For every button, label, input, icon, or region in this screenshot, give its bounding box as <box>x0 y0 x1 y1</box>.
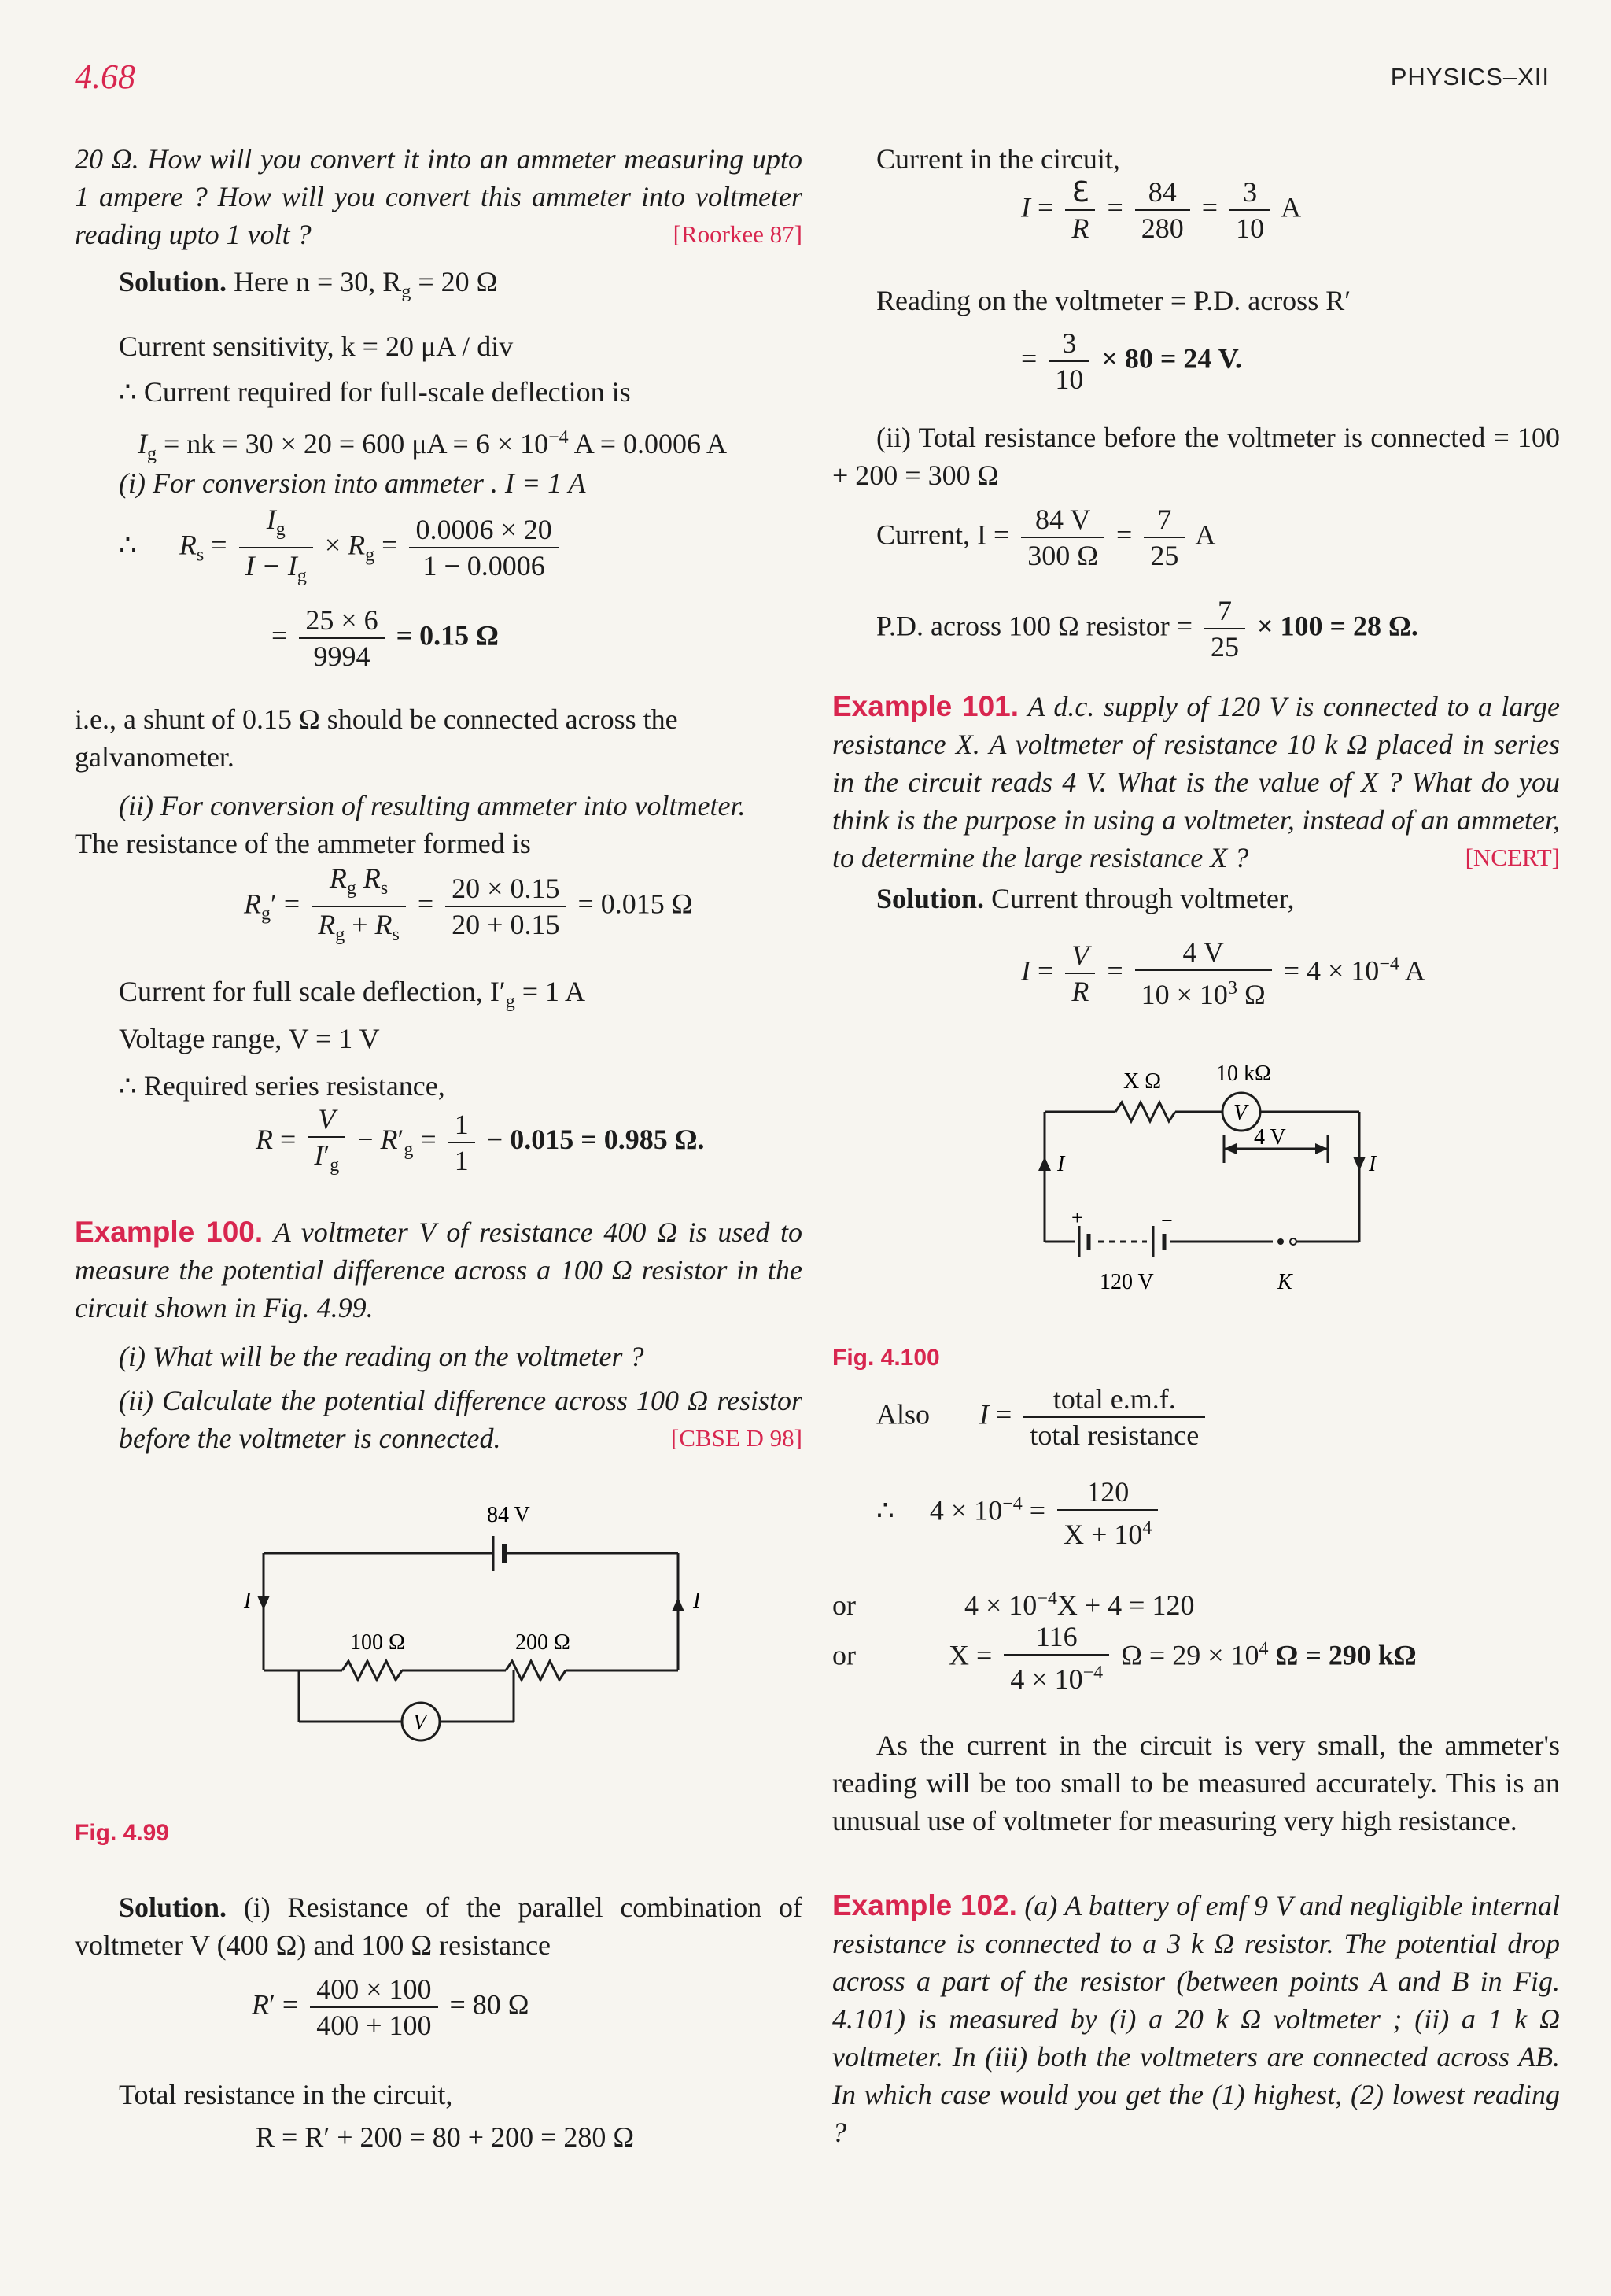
fig100-key-label: K <box>1277 1270 1292 1294</box>
rprime-equation: R′ = $\frac{400 \times 100}{400 + 100}$ = 80 Ω <box>252 1973 529 2041</box>
shunt-line-2: galvanometer. <box>75 741 234 773</box>
fig99-current-left: I <box>244 1589 252 1613</box>
example-100-part-i: (i) What will be the reading on the voltmeter ? <box>119 1341 644 1372</box>
solution-100: Solution. (i) Resistance of the parallel combination of voltmeter V (400 Ω) and 100 Ω resistance <box>75 1892 803 1961</box>
solution-101: Solution. Current through voltmeter, <box>876 883 1295 914</box>
also-equation: Also I = $\frac{\text{total e.m.f.}}{\text{total resistance}}$ <box>876 1382 1210 1453</box>
rs-equation: ∴ $R_s$ = $\frac{I_g}{I - I_g}$ × $R_g$ = $\frac{0.0006 \times 20}{1 - 0.0006}$ <box>119 502 563 593</box>
svg-text:−: − <box>1161 1209 1173 1232</box>
voltmeter-reading-text: Reading on the voltmeter = P.D. across R′ <box>876 285 1351 316</box>
fig100-vread-label: 4 V <box>1254 1125 1286 1150</box>
question-source: [Roorkee 87] <box>673 220 802 248</box>
total-resistance-equation: R = R′ + 200 = 80 + 200 = 280 Ω <box>256 2121 635 2153</box>
page-number: 4.68 <box>75 57 135 96</box>
example-100: Example 100. A voltmeter V of resistance 400 Ω is used to measure the potential difference across a 100 Ω resistor in the circuit shown in Fig. 4.99. <box>75 1216 802 1323</box>
current-sensitivity: Current sensitivity, k = 20 μA / div <box>119 330 514 362</box>
figure-4-100-circuit <box>1013 1045 1422 1328</box>
conversion-ammeter-heading: (i) For conversion into ammeter . I = 1 A <box>119 467 586 499</box>
example-101: Example 101. A d.c. supply of 120 V is connected to a large resistance X. A voltmeter of resistance 10 k Ω placed in series in the circuit reads 4 V. What is the value of X ? What do you think is the purpose in using a voltmeter, instead of an ammeter, to determine the large resistance X ? [NCERT] <box>832 690 1561 873</box>
left-column <box>75 140 802 2154</box>
rprime-g-equation: $R_g'$ = $\frac{R_g R_s}{R_g + R_s}$ = $\frac{20 \times 0.15}{20 + 0.15}$ = 0.015 Ω <box>244 862 693 946</box>
circuit-current-equation: I = $\frac{\text{ℇ}}{R}$ = $\frac{84}{280}$ = $\frac{3}{10}$ A <box>1021 176 1302 244</box>
part-ii-total-resistance: (ii) Total resistance before the voltmeter is connected = 100 + 200 = 300 Ω <box>832 422 1560 491</box>
fig99-r2-label: 200 Ω <box>515 1630 570 1655</box>
right-column <box>832 140 1560 2154</box>
rs-result: = $\frac{25 \times 6}{9994}$ = 0.15 Ω <box>271 604 499 672</box>
fig99-r1-label: 100 Ω <box>350 1630 405 1655</box>
ig-equation: $I_g$ = nk = 30 × 20 = 600 $\mu A = 6 \times 10^{-4}$ A = 0.0006 A <box>138 427 728 465</box>
required-series-text: ∴ Required series resistance, <box>119 1070 445 1102</box>
shunt-line-1: i.e., a shunt of 0.15 Ω should be connected across the <box>75 703 678 735</box>
fig99-battery-label: 84 V <box>487 1503 530 1527</box>
fig100-meter-label: V <box>1233 1101 1248 1125</box>
full-scale-current: Current for full scale deflection, $I'_g = 1$ A <box>119 976 586 1013</box>
fig100-rv-label: 10 kΩ <box>1216 1061 1271 1086</box>
fig100-battery-label: 120 V <box>1100 1270 1154 1294</box>
fig100-x-label: X Ω <box>1123 1069 1162 1094</box>
fig100-current-left: I <box>1057 1152 1065 1176</box>
current-300-equation: Current, I = $\frac{84 V}{300 \Omega}$ = $\frac{7}{25}$ A <box>876 504 1216 571</box>
voltmeter-reading-equation: = $\frac{3}{10}$ × 80 = 24 V. <box>1021 327 1243 395</box>
fig100-current-right: I <box>1369 1152 1377 1176</box>
current-in-circuit: Current in the circuit, <box>876 143 1120 175</box>
total-resistance-text: Total resistance in the circuit, <box>119 2079 453 2110</box>
ammeter-resistance-text: The resistance of the ammeter formed is <box>75 828 531 859</box>
explanation-paragraph: As the current in the circuit is very small, the ammeter's reading will be too small to be measured accurately. This is an unusual use of voltmeter for measuring very high resistance. <box>832 1729 1560 1836</box>
figure-4-99-caption: Fig. 4.99 <box>75 1820 170 1846</box>
question-text: 20 Ω. How will you convert it into an ammeter measuring upto 1 ampere ? How will you convert this ammeter into voltmeter reading upto 1 volt ? [Roorkee 87] <box>75 140 802 253</box>
current-required-text: ∴ Current required for full-scale deflection is <box>119 376 631 408</box>
fig99-meter-label: V <box>413 1711 427 1735</box>
or-equation-2: or X = $\frac{116}{4 \times 10^{-4}}$ $\Omega = 29 \times 10^4$ Ω = 290 kΩ <box>832 1621 1417 1695</box>
figure-4-100-caption: Fig. 4.100 <box>832 1345 940 1371</box>
example-102: Example 102. (a) A battery of emf 9 V and negligible internal resistance is connected to a 3 k Ω resistor. The potential drop across a part of the resistor (between points A and B in Fig. 4.101) is measured by (i) a 20 k Ω voltmeter ; (ii) a 1 k Ω voltmeter. In (iii) both the voltmeters are connected across AB. In which case would you get the (1) highest, (2) lowest reading ? <box>832 1889 1561 2148</box>
svg-text:+: + <box>1071 1206 1083 1229</box>
voltage-range: Voltage range, V = 1 V <box>119 1023 380 1054</box>
running-head: PHYSICS–XII <box>1390 63 1550 90</box>
figure-4-99-circuit <box>201 1478 751 1761</box>
therefore-equation: ∴ $4 \times 10^{-4}$ = $\frac{120}{X + 10^4}$ <box>876 1475 1163 1552</box>
fig99-current-right: I <box>693 1589 701 1613</box>
example-100-part-ii: (ii) Calculate the potential difference across 100 Ω resistor before the voltmeter is connected. [CBSE D 98] <box>119 1385 802 1454</box>
series-resistance-equation: R = $\frac{V}{I'_g}$ − $R'_g$ = $\frac{1}{1}$ − 0.015 = 0.985 Ω. <box>256 1103 705 1176</box>
pd-100-equation: P.D. across 100 Ω resistor = $\frac{7}{25}$ × 100 = 28 Ω. <box>876 595 1418 663</box>
voltmeter-current-equation: I = $\frac{V}{R}$ = $\frac{4 V}{10 \times 10^3 \Omega}$ = $4 \times 10^{-4}$ A <box>1021 936 1425 1010</box>
conversion-voltmeter-heading: (ii) For conversion of resulting ammeter into voltmeter. <box>119 790 746 821</box>
solution-given: Solution. Here n = 30, $R_g = 20$ Ω <box>119 266 498 303</box>
or-equation-1: or $4 \times 10^{-4}X + 4 = 120$ <box>832 1589 1195 1621</box>
